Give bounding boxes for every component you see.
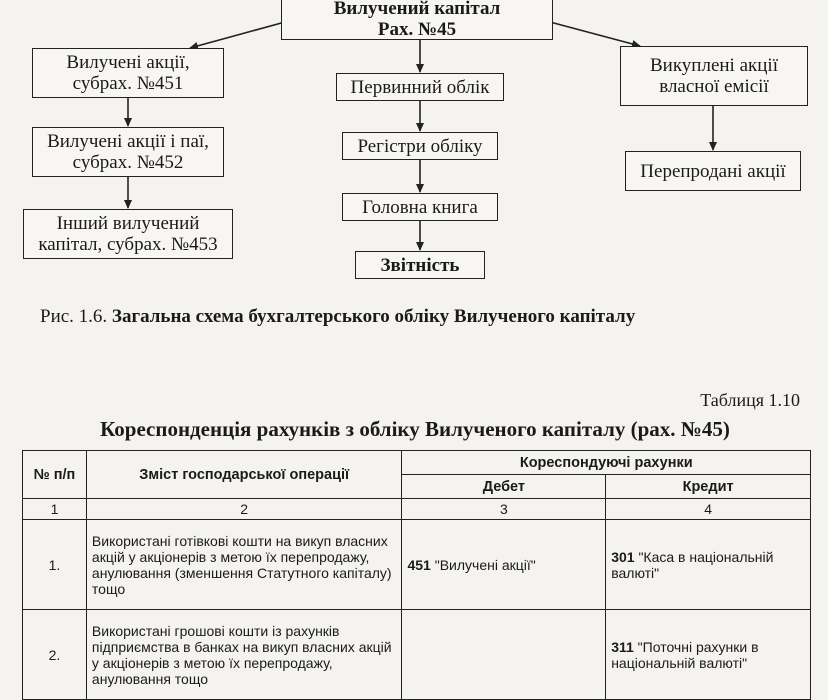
row-debit bbox=[402, 520, 606, 610]
colnum-3: 3 bbox=[402, 499, 606, 520]
debit-name: "Вилучені акції" bbox=[430, 556, 536, 573]
table-title: Кореспонденція рахунків з обліку Вилученого капіталу (рах. №45) bbox=[100, 417, 730, 441]
table-row bbox=[23, 520, 811, 610]
correspondence-table bbox=[22, 450, 811, 700]
colnum-1: 1 bbox=[23, 499, 87, 520]
debit-code: 451 bbox=[407, 556, 431, 573]
header-content: Зміст господарської операції bbox=[86, 451, 402, 499]
header-corresponding-accounts: Кореспондуючі рахунки bbox=[402, 451, 811, 475]
colnum-2: 2 bbox=[86, 499, 402, 520]
row-no: 1. bbox=[23, 520, 87, 610]
figure-caption-prefix: Рис. 1.6. bbox=[40, 306, 112, 327]
figure-caption-title: Загальна схема бухгалтерського обліку Вилученого капіталу bbox=[111, 306, 636, 327]
figure-caption bbox=[40, 306, 800, 328]
node-primary-accounting: Первинний облік bbox=[336, 73, 504, 101]
node-general-ledger: Головна книга bbox=[342, 193, 498, 221]
row-debit bbox=[402, 610, 606, 700]
node-subaccount-451: Вилучені акції, субрах. №451 bbox=[32, 48, 224, 98]
colnum-4: 4 bbox=[606, 499, 811, 520]
row-content: Використані грошові кошти із рахунків підприємства в банках на викуп власних акцій у акціонерів з метою їх перепродажу, анулювання тощо bbox=[86, 610, 402, 700]
arrow-main-to-buyback bbox=[550, 22, 640, 46]
credit-name: "Каса в національній валюті" bbox=[611, 548, 774, 581]
node-resold-shares: Перепродані акції bbox=[625, 151, 801, 191]
credit-code: 311 bbox=[611, 638, 634, 655]
node-subaccount-452: Вилучені акції і паї, субрах. №452 bbox=[32, 127, 224, 177]
row-credit bbox=[606, 520, 811, 610]
node-withdrawn-capital: Вилучений капітал Рах. №45 bbox=[281, 0, 553, 40]
node-repurchased-shares: Викуплені акції власної емісії bbox=[620, 46, 808, 106]
header-credit: Кредит bbox=[606, 475, 811, 499]
credit-name: "Поточні рахунки в національній валюті" bbox=[611, 638, 759, 671]
row-credit bbox=[606, 610, 811, 700]
header-debit: Дебет bbox=[402, 475, 606, 499]
node-reporting: Звітність bbox=[355, 251, 485, 279]
credit-code: 301 bbox=[611, 548, 635, 565]
header-no: № п/п bbox=[23, 451, 87, 499]
node-accounting-registers: Регістри обліку bbox=[342, 132, 498, 160]
row-no: 2. bbox=[23, 610, 87, 700]
arrow-main-to-451 bbox=[190, 22, 285, 48]
row-content: Використані готівкові кошти на викуп власних акцій у акціонерів з метою їх перепродажу, анулювання (зменшення Статутного капіталу) тощо bbox=[86, 520, 402, 610]
node-subaccount-453: Інший вилучений капітал, субрах. №453 bbox=[23, 209, 233, 259]
table-row bbox=[23, 610, 811, 700]
table-number: Таблиця 1.10 bbox=[700, 390, 800, 410]
